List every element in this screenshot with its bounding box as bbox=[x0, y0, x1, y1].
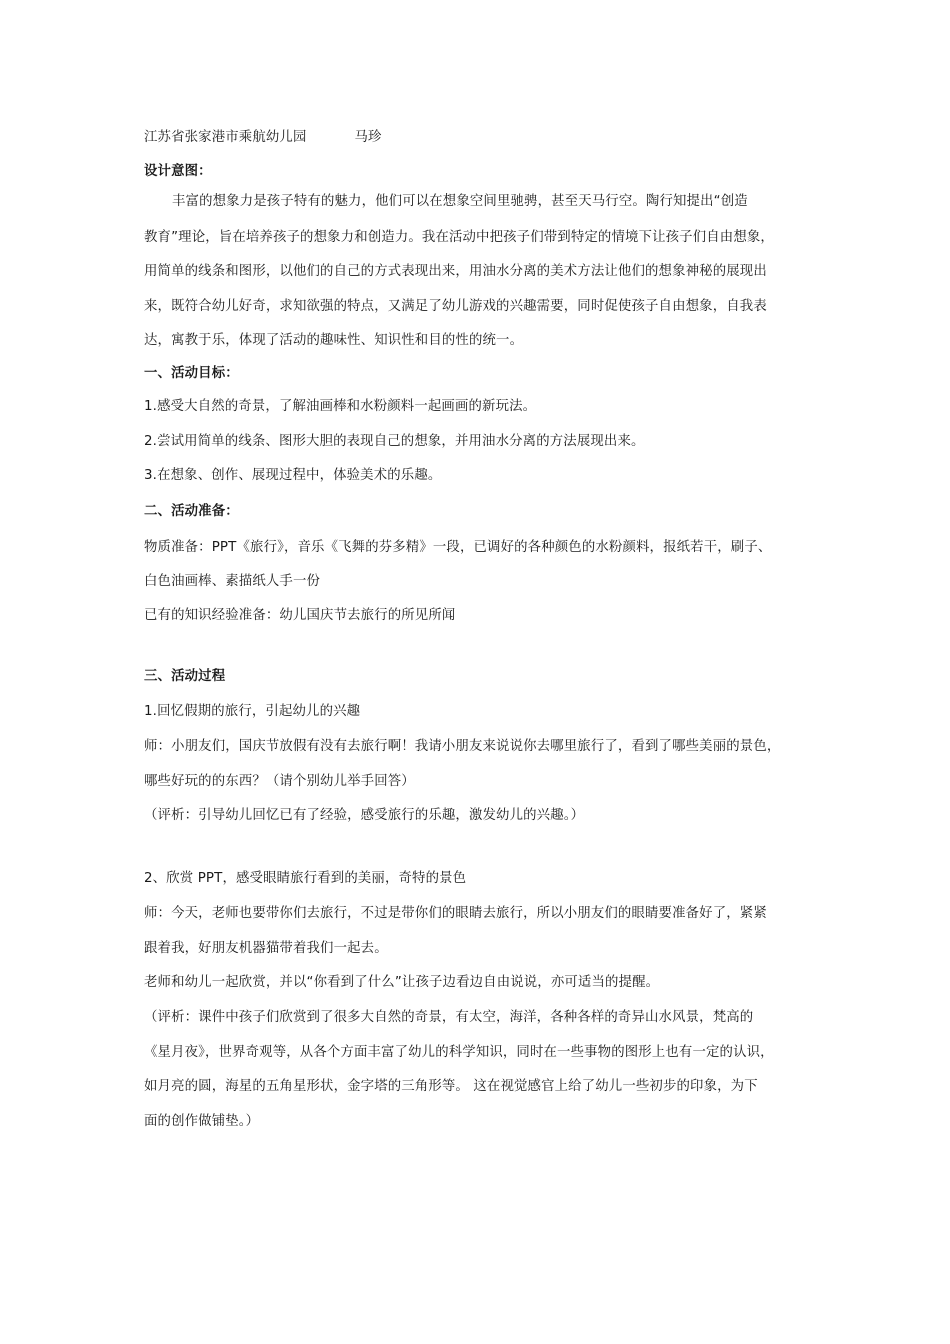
goal-item: 3.在想象、创作、展现过程中，体验美术的乐趣。 bbox=[144, 468, 442, 483]
design-intent-line: 用简单的线条和图形，以他们的自己的方式表现出来，用油水分离的美术方法让他们的想象神秘的展现出 bbox=[144, 264, 767, 279]
step1-title: 1.回忆假期的旅行，引起幼儿的兴趣 bbox=[144, 704, 361, 719]
author-name: 马珍 bbox=[354, 130, 382, 145]
design-intent-line: 达，寓教于乐，体现了活动的趣味性、知识性和目的性的统一。 bbox=[144, 333, 524, 348]
step2-line: 老师和幼儿一起欣赏，并以“你看到了什么”让孩子边看边自由说说，亦可适当的提醒。 bbox=[144, 975, 660, 990]
step2-line: 《星月夜》，世界奇观等，从各个方面丰富了幼儿的科学知识，同时在一些事物的图形上也有一定的认识， bbox=[144, 1045, 774, 1060]
step1-line: （评析：引导幼儿回忆已有了经验，感受旅行的乐趣，激发幼儿的兴趣。） bbox=[144, 808, 585, 823]
author-school: 江苏省张家港市乘航幼儿园 bbox=[144, 130, 307, 145]
step2-line: 面的创作做铺垫。） bbox=[144, 1114, 260, 1129]
design-intent-line: 丰富的想象力是孩子特有的魅力，他们可以在想象空间里驰骋，甚至天马行空。陶行知提出“创造 bbox=[172, 194, 748, 209]
author-line bbox=[144, 128, 824, 148]
step1-line: 哪些好玩的的东西？（请个别幼儿举手回答） bbox=[144, 774, 415, 789]
goal-item: 2.尝试用简单的线条、图形大胆的表现自己的想象，并用油水分离的方法展现出来。 bbox=[144, 434, 645, 449]
step1-line: 师：小朋友们，国庆节放假有没有去旅行啊！我请小朋友来说说你去哪里旅行了，看到了哪些美丽的景色， bbox=[144, 739, 781, 754]
design-intent-heading: 设计意图： bbox=[144, 164, 212, 179]
step2-line: 师：今天，老师也要带你们去旅行，不过是带你们的眼睛去旅行，所以小朋友们的眼睛要准备好了，紧紧 bbox=[144, 906, 767, 921]
prep-line: 已有的知识经验准备：幼儿国庆节去旅行的所见所闻 bbox=[144, 608, 456, 623]
prep-line: 物质准备：PPT《旅行》，音乐《飞舞的芬多精》一段，已调好的各种颜色的水粉颜料，报纸若干，刷子、 bbox=[144, 540, 772, 555]
step2-line: 跟着我，好朋友机器猫带着我们一起去。 bbox=[144, 941, 388, 956]
design-intent-line: 来，既符合幼儿好奇，求知欲强的特点，又满足了幼儿游戏的兴趣需要，同时促使孩子自由想象，自我表 bbox=[144, 299, 767, 314]
step2-title: 2、欣赏 PPT，感受眼睛旅行看到的美丽，奇特的景色 bbox=[144, 871, 467, 886]
prep-line: 白色油画棒、素描纸人手一份 bbox=[144, 574, 321, 589]
goals-heading: 一、活动目标： bbox=[144, 366, 239, 381]
step2-line: （评析：课件中孩子们欣赏到了很多大自然的奇景，有太空，海洋，各种各样的奇异山水风景，梵高的 bbox=[144, 1010, 754, 1025]
step2-line: 如月亮的圆，海星的五角星形状，金字塔的三角形等。 这在视觉感官上给了幼儿一些初步的印象，为下 bbox=[144, 1079, 758, 1094]
process-heading: 三、活动过程 bbox=[144, 669, 226, 684]
goal-item: 1.感受大自然的奇景，了解油画棒和水粉颜料一起画画的新玩法。 bbox=[144, 399, 537, 414]
prep-heading: 二、活动准备： bbox=[144, 504, 239, 519]
design-intent-line: 教育”理论，旨在培养孩子的想象力和创造力。我在活动中把孩子们带到特定的情境下让孩子们自由想象， bbox=[144, 230, 774, 245]
